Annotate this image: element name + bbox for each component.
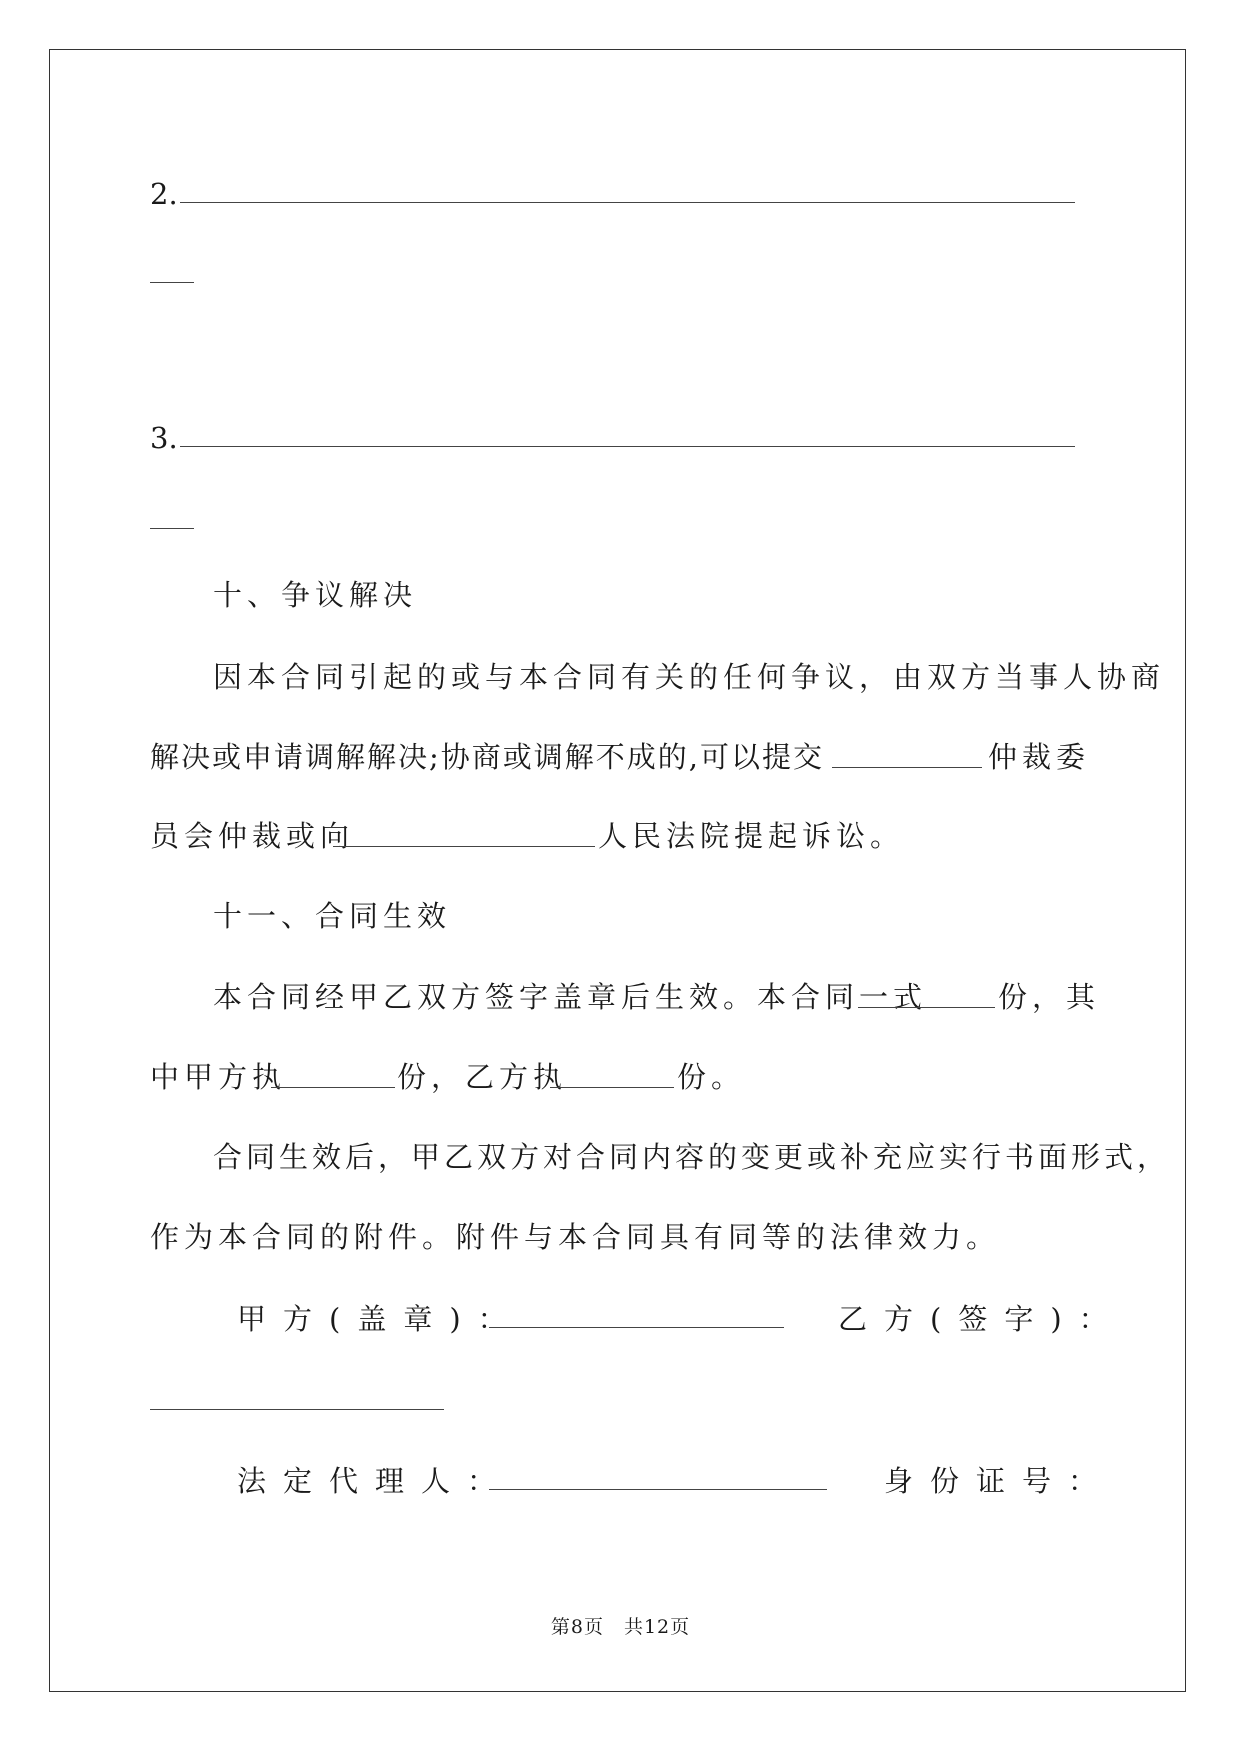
- party-a-copies-blank[interactable]: [271, 1087, 395, 1088]
- court-name-blank[interactable]: [333, 846, 595, 847]
- section-11-paragraph-line: 作为本合同的附件。附件与本合同具有同等的法律效力。: [150, 1220, 1001, 1254]
- section-10-paragraph-line: 员会仲裁或向: [150, 819, 355, 853]
- section-11-paragraph-line: 合同生效后，甲乙双方对合同内容的变更或补充应实行书面形式，: [213, 1140, 1171, 1174]
- section-10-heading: 十、争议解决: [213, 578, 418, 612]
- section-11-paragraph-line: 中甲方执: [150, 1060, 287, 1094]
- copies-total-blank[interactable]: [858, 1007, 995, 1008]
- section-10-paragraph-line: 因本合同引起的或与本合同有关的任何争议，由双方当事人协商: [213, 660, 1166, 694]
- item-3-number: 3.: [150, 421, 178, 455]
- section-11-paragraph-line: 份。: [677, 1060, 746, 1094]
- item-3-blank-line[interactable]: [180, 446, 1075, 447]
- party-b-copies-blank[interactable]: [550, 1087, 674, 1088]
- party-a-seal-blank[interactable]: [489, 1327, 784, 1328]
- id-number-label: 身份证号：: [884, 1464, 1115, 1498]
- arbitration-committee-blank[interactable]: [832, 767, 982, 768]
- section-10-paragraph-line: 人民法院提起诉讼。: [598, 819, 905, 853]
- party-a-seal-label: 甲方(盖章)：: [237, 1302, 524, 1336]
- item-2-number: 2.: [150, 177, 178, 211]
- section-11-heading: 十一、合同生效: [213, 899, 452, 933]
- party-b-signature-blank[interactable]: [150, 1409, 444, 1410]
- section-11-paragraph-line: 份，乙方执: [397, 1060, 568, 1094]
- legal-representative-label: 法定代理人：: [237, 1464, 514, 1498]
- section-10-paragraph-line: 解决或申请调解解决;协商或调解不成的,可以提交: [150, 740, 824, 774]
- party-b-signature-label: 乙方(签字)：: [838, 1302, 1125, 1336]
- section-10-paragraph-line: 仲裁委: [988, 740, 1091, 774]
- item-2-blank-line[interactable]: [180, 202, 1075, 203]
- page-footer: 第8页 共12页: [550, 1616, 691, 1638]
- section-11-paragraph-line: 本合同经甲乙双方签字盖章后生效。本合同一式: [213, 980, 928, 1014]
- legal-representative-blank[interactable]: [489, 1489, 827, 1490]
- page-border: [49, 49, 1186, 1692]
- item-3-blank-continuation[interactable]: [150, 528, 194, 529]
- section-11-paragraph-line: 份，其: [998, 980, 1101, 1014]
- item-2-blank-continuation[interactable]: [150, 282, 194, 283]
